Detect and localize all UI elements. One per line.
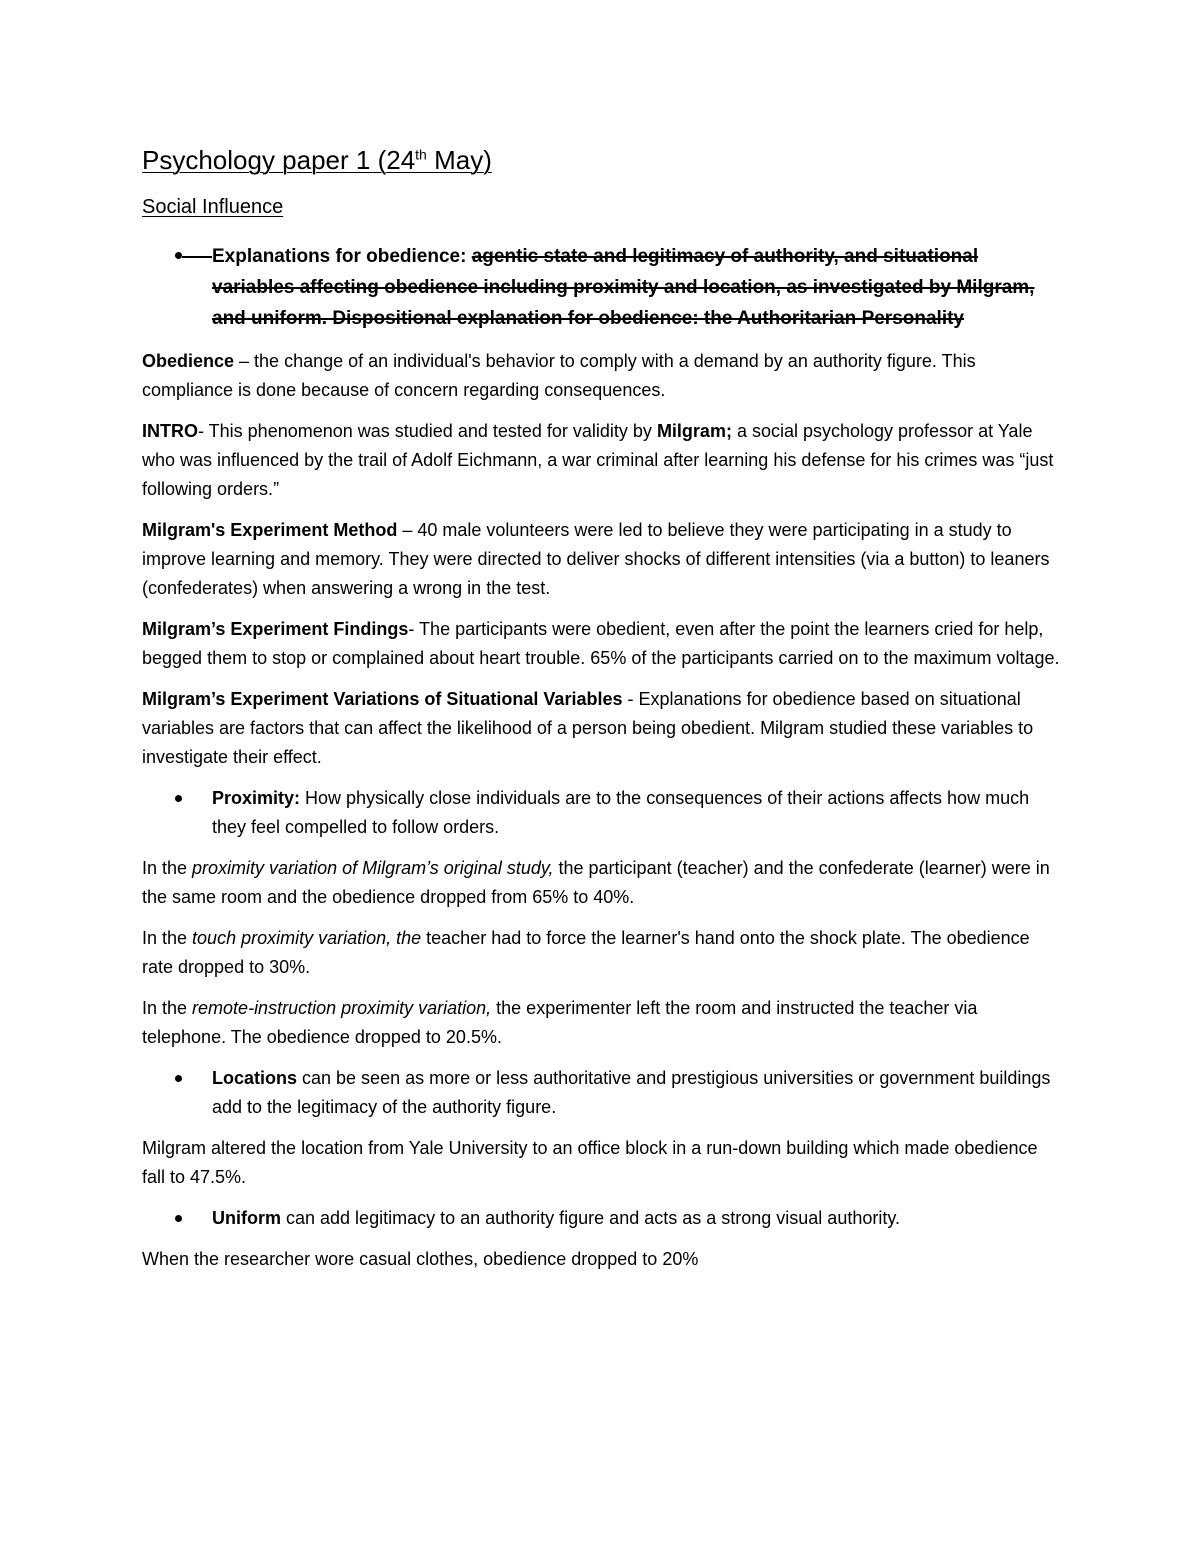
title-main: Psychology paper 1 (24 xyxy=(142,145,416,175)
strike-dash xyxy=(182,256,212,258)
intro-text-1: - This phenomenon was studied and tested for validity by xyxy=(198,421,657,441)
obedience-term: Obedience xyxy=(142,351,235,371)
proximity-paragraph xyxy=(142,854,1062,912)
bullet-icon xyxy=(175,795,182,802)
spec-label: Explanations for obedience: xyxy=(212,246,472,267)
bullet-icon xyxy=(175,1075,182,1082)
spec-struck-text: agentic state and legitimacy of authority, and situational variables affecting obedience including proximity and location, as investigated by Milgram, and uniform. Dispositional explanation for obedience: the Authoritarian Personality xyxy=(212,246,1035,329)
proximity-pre: In the xyxy=(142,858,193,878)
touch-italic: touch proximity variation, the xyxy=(192,928,422,948)
page-title xyxy=(142,140,1062,180)
uniform-text: can add legitimacy to an authority figure and acts as a strong visual authority. xyxy=(281,1208,901,1228)
remote-pre: In the xyxy=(142,998,193,1018)
proximity-bullet xyxy=(142,784,1062,842)
method-paragraph xyxy=(142,516,1062,603)
proximity-para-text: the participant (teacher) and the confederate (learner) were in the same room and the obedience dropped from 65% to 40%. xyxy=(142,858,1050,907)
section-heading: Social Influence xyxy=(142,196,284,218)
document-body xyxy=(142,140,1062,1274)
title-superscript: th xyxy=(415,146,427,163)
locations-bullet xyxy=(142,1064,1062,1122)
obedience-text: – the change of an individual's behavior to comply with a demand by an authority figure. This compliance is done because of concern regarding consequences. xyxy=(142,351,976,400)
variations-paragraph xyxy=(142,685,1062,772)
spec-bullet xyxy=(142,241,1062,334)
touch-para-text: teacher had to force the learner's hand onto the shock plate. The obedience rate dropped to 30%. xyxy=(142,928,1030,977)
locations-term: Locations xyxy=(212,1068,298,1088)
bullet-icon xyxy=(175,1215,182,1222)
findings-text: - The participants were obedient, even after the point the learners cried for help, begged them to stop or complained about heart trouble. 65% of the participants carried on to the maximum voltage. xyxy=(142,619,1060,668)
touch-paragraph xyxy=(142,924,1062,982)
uniform-bullet xyxy=(142,1204,1062,1233)
variations-term: Milgram’s Experiment Variations of Situational Variables xyxy=(142,689,623,709)
intro-text-2: a social psychology professor at Yale who was influenced by the trail of Adolf Eichmann, a war criminal after learning his defense for his crimes was “just following orders.” xyxy=(142,421,1054,499)
proximity-italic: proximity variation of Milgram’s original study, xyxy=(192,858,554,878)
proximity-text: How physically close individuals are to the consequences of their actions affects how much they feel compelled to follow orders. xyxy=(212,788,1030,837)
intro-term: INTRO xyxy=(142,421,198,441)
findings-term: Milgram’s Experiment Findings xyxy=(142,619,409,639)
remote-para-text: the experimenter left the room and instructed the teacher via telephone. The obedience dropped to 20.5%. xyxy=(142,998,978,1047)
method-term: Milgram's Experiment Method xyxy=(142,520,398,540)
variations-text: - Explanations for obedience based on situational variables are factors that can affect the likelihood of a person being obedient. Milgram studied these variables to investigate their effect. xyxy=(142,689,1034,767)
uniform-term: Uniform xyxy=(212,1208,281,1228)
uniform-paragraph: When the researcher wore casual clothes, obedience dropped to 20% xyxy=(142,1249,699,1269)
intro-paragraph xyxy=(142,417,1062,504)
intro-name: Milgram; xyxy=(656,421,732,441)
location-paragraph: Milgram altered the location from Yale University to an office block in a run-down building which made obedience fall to 47.5%. xyxy=(142,1138,1038,1187)
findings-paragraph xyxy=(142,615,1062,673)
remote-italic: remote-instruction proximity variation, xyxy=(192,998,492,1018)
obedience-definition xyxy=(142,347,1062,405)
touch-pre: In the xyxy=(142,928,193,948)
remote-paragraph xyxy=(142,994,1062,1052)
title-tail: May) xyxy=(426,145,492,175)
method-text: – 40 male volunteers were led to believe they were participating in a study to improve learning and memory. They were directed to deliver shocks of different intensities (via a button) to leaners (confederates) when answering a wrong in the test. xyxy=(142,520,1050,598)
bullet-icon xyxy=(175,252,182,259)
locations-text: can be seen as more or less authoritative and prestigious universities or government buildings add to the legitimacy of the authority figure. xyxy=(212,1068,1051,1117)
proximity-term: Proximity: xyxy=(212,788,301,808)
